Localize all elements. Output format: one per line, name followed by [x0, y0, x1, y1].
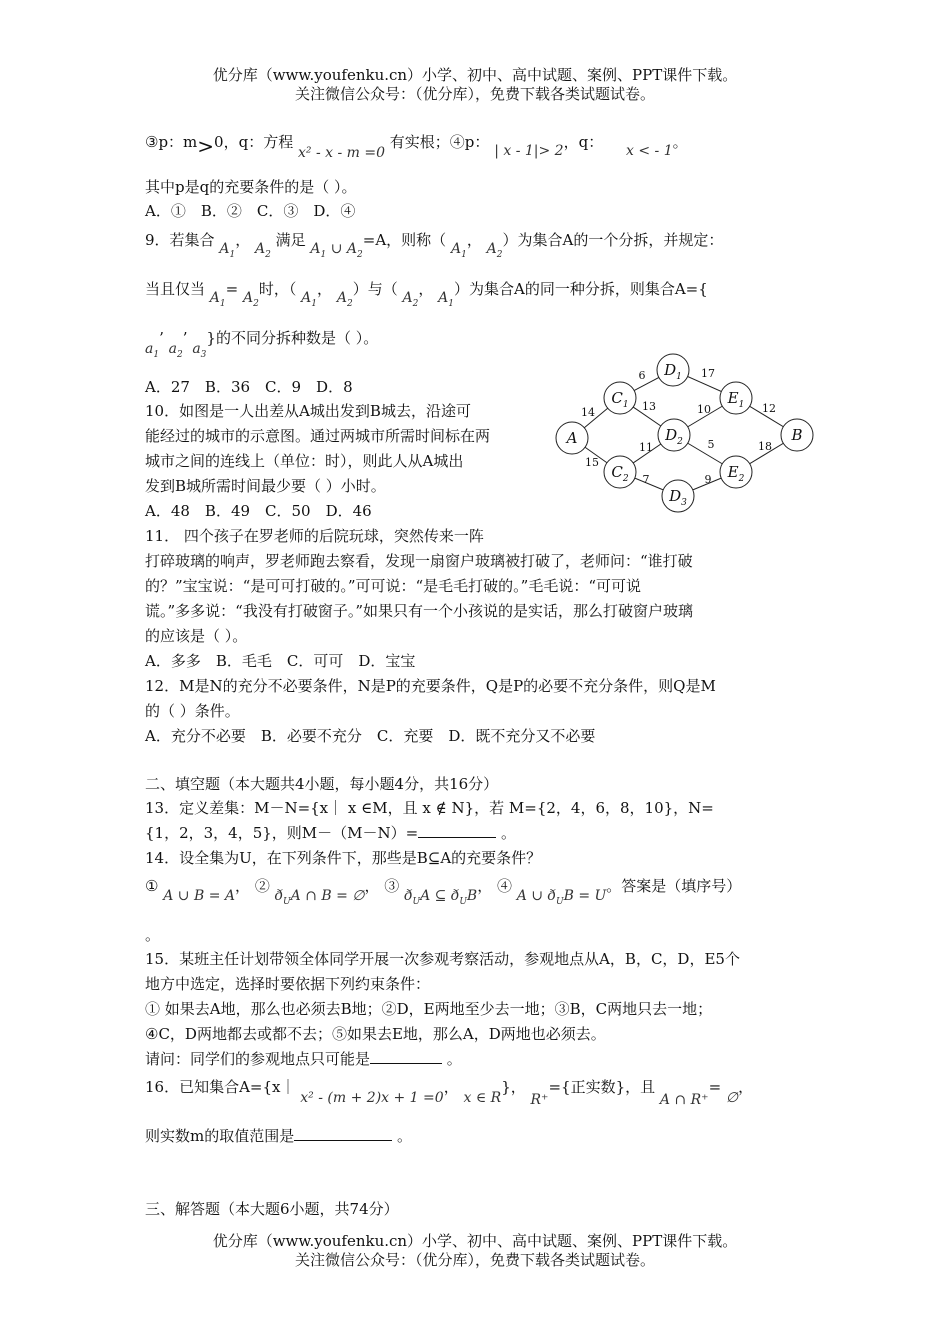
weight-D2-E2: 5 [707, 438, 715, 451]
label-B: B [791, 426, 803, 444]
q11-line-5: 的应该是（ ）。 [145, 627, 248, 645]
weight-D3-E2: 9 [704, 473, 712, 486]
q8-equation-1: x² - x - m =0 [297, 145, 386, 161]
q14-conditions: ① A ∪ B = A， ② $ð_UA$ ∩ B = ∅， ③ $ð_UA$ ⊆ $ð_UB$， ④ A ∪ $ð_UB = U$。答案是（填序号） [145, 877, 742, 907]
q8-equation-2: | x - 1|> 2 [494, 143, 564, 159]
q16-equation: x² - (m + 2)x + 1 =0 [300, 1090, 444, 1106]
label-D2: $D_2$ [665, 426, 683, 447]
q10-city-graph [550, 350, 820, 515]
q15-line-2: 地方中选定，选择时要依据下列约束条件： [145, 975, 431, 993]
q8-question: 其中p是q的充要条件的是（ ）。 [145, 178, 357, 196]
weight-A-C1: 14 [581, 406, 595, 419]
q11-options: A．多多 B．毛毛 C．可可 D．宝宝 [145, 652, 416, 670]
q16-line-1: 16．已知集合A={x｜ x² - (m + 2)x + 1 =0， x ∈ R}， R⁺={正实数}，且 A ∩ R⁺= ∅， [145, 1078, 754, 1108]
q13-line-2: {1，2，3，4，5}，则M－（M－N）= 。 [145, 821, 810, 845]
header-line-2: 关注微信公众号：（优分库），免费下载各类试题试卷。 [294, 85, 655, 103]
q8-options: A．① B．② C．③ D．④ [145, 202, 356, 220]
q11-line-3: 的？”宝宝说：“是可可打破的。”可可说：“是毛毛打破的。”毛毛说：“可可说 [145, 577, 642, 595]
q15-line-4: ④C，D两地都去或都不去；⑤如果去E地，那么A，D两地也必须去。 [145, 1025, 606, 1043]
label-C2: $C_2$ [611, 463, 629, 484]
q16-answer-blank [294, 1124, 392, 1141]
q12-line-1: 12．M是N的充分不必要条件，N是P的充要条件，Q是P的必要不充分条件，则Q是M [145, 677, 716, 695]
section-3-title: 三、解答题（本大题6小题，共74分） [145, 1200, 399, 1218]
q11-line-1: 11． 四个孩子在罗老师的后院玩球，突然传来一阵 [145, 527, 484, 545]
q13-answer-blank [418, 821, 496, 838]
q10-line-4: 发到B城所需时间最少要（ ）小时。 [145, 477, 386, 495]
weight-E2-B: 18 [758, 440, 772, 453]
label-D3: $D_3$ [669, 487, 687, 508]
q11-line-4: 谎。”多多说：“我没有打破窗子。”如果只有一个小孩说的是实话，那么打破窗户玻璃 [145, 602, 694, 620]
section-2-title: 二、填空题（本大题共4小题，每小题4分，共16分） [145, 775, 499, 793]
footer-line-2: 关注微信公众号：（优分库），免费下载各类试题试卷。 [294, 1251, 655, 1269]
weight-A-C2: 15 [585, 456, 599, 469]
q13-line-1: 13．定义差集：M－N={x｜ x ∈M，且 x ∉ N}，若 M={2，4，6，8，10}，N= [145, 799, 714, 817]
q11-line-2: 打碎玻璃的响声，罗老师跑去察看，发现一扇窗户玻璃被打破了，老师问：“谁打破 [145, 552, 693, 570]
label-C1: $C_1$ [611, 389, 629, 410]
label-E1: $E_1$ [727, 389, 745, 410]
q15-line-1: 15．某班主任计划带领全体同学开展一次参观考察活动，参观地点从A，B，C，D，E5个 [145, 950, 740, 968]
q10-line-1: 10．如图是一人出差从A城出发到B城去，沿途可 [145, 402, 471, 420]
weight-C1-D1: 6 [638, 369, 646, 382]
q10-line-3: 城市之间的连线上（单位：时），则此人从A城出 [145, 452, 464, 470]
q12-line-2: 的（ ）条件。 [145, 702, 240, 720]
q15-line-5: 请问：同学们的参观地点只可能是 。 [145, 1047, 810, 1071]
q9-options: A．27 B．36 C．9 D．8 [145, 378, 353, 396]
weight-E1-B: 12 [762, 402, 776, 415]
label-A: A [566, 429, 578, 447]
q12-options: A．充分不必要 B．必要不充分 C．充要 D．既不充分又不必要 [145, 727, 596, 745]
weight-C2-D3: 7 [642, 473, 650, 486]
weight-C2-D2: 11 [639, 441, 653, 454]
weight-C1-D2: 13 [642, 400, 656, 413]
q9-line-2: 当且仅当 $A_1= A_2$时，（ $A_1$， $A_2$）与（ $A_2$， $A_1$）为集合A的同一种分拆，则集合A={ [145, 280, 708, 309]
footer-line-1: 优分库（www.youfenku.cn）小学、初中、高中试题、案例、PPT课件下载。 [212, 1232, 738, 1250]
q9-line-3: $a_1$’ $a_2$’ $a_3$}的不同分拆种数是（ ）。 [145, 329, 379, 360]
q15-line-3: ① 如果去A地，那么也必须去B地；②D，E两地至少去一地；③B，C两地只去一地； [145, 1000, 713, 1018]
q10-line-2: 能经过的城市的示意图。通过两城市所需时间标在两 [145, 427, 491, 445]
q8-equation-3: x < - 1 [625, 143, 673, 159]
q10-options: A．48 B．49 C．50 D．46 [145, 502, 372, 520]
q14-end: 。 [145, 926, 161, 944]
label-E2: $E_2$ [727, 463, 745, 484]
q14-line-1: 14．设全集为U，在下列条件下，那些是B⊆A的充要条件？ [145, 849, 542, 867]
label-D1: $D_1$ [664, 361, 682, 382]
q9-line-1: 9．若集合 $A_1$， $A_2$ 满足 $A_1$ ∪ $A_2=A$，则称（ $A_1$， $A_2$）为集合A的一个分拆，并规定： [145, 231, 724, 260]
q15-answer-blank [370, 1047, 442, 1064]
header-line-1: 优分库（www.youfenku.cn）小学、初中、高中试题、案例、PPT课件下载。 [212, 66, 738, 84]
q16-line-2: 则实数m的取值范围是 。 [145, 1124, 810, 1148]
q8-line-1: ③p：m>0，q：方程 x² - x - m =0 有实根；④p： | x - 1|> 2，q： x < - 1。 [145, 133, 688, 161]
weight-D1-E1: 17 [701, 367, 715, 380]
weight-D2-E1: 10 [697, 403, 711, 416]
